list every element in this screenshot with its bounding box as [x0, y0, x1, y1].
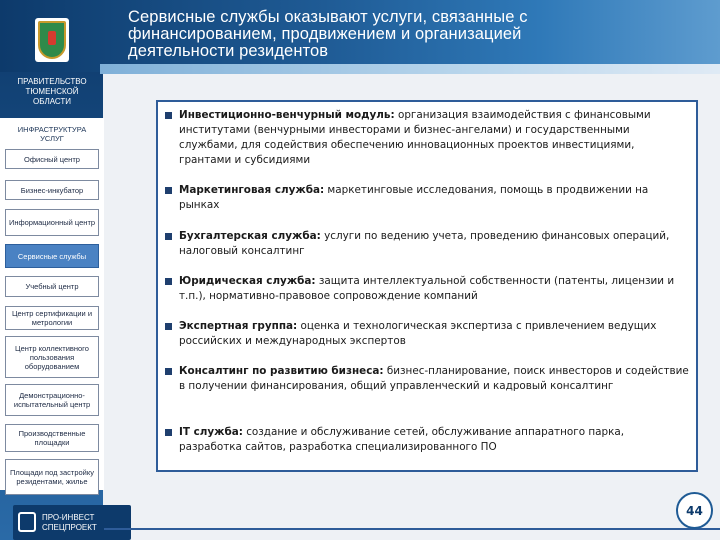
nav-item-label: Центр сертификации и метрологии: [11, 309, 93, 327]
service-name: Консалтинг по развитию бизнеса:: [179, 365, 384, 377]
page-number: 44: [686, 503, 703, 518]
bullet-icon: [165, 233, 172, 240]
nav-item-label: Сервисные службы: [17, 251, 87, 261]
service-item-consulting: [164, 364, 689, 394]
service-description: бизнес-планирование, поиск инвесторов и содействие в получении финансирования, общий управленческий и кадровый консалтинг: [179, 365, 689, 392]
service-description: защита интеллектуальной собственности (патенты, лицензии и т.п.), нормативно-правовое сопровождение компаний: [179, 275, 675, 302]
nav-item-training-center[interactable]: [5, 276, 99, 297]
service-item-legal: [164, 274, 689, 304]
logo-text: [42, 513, 97, 533]
bullet-icon: [165, 323, 172, 330]
shield-icon: [38, 21, 66, 59]
nav-item-label: Центр коллективного пользования оборудованием: [15, 343, 89, 371]
service-description: маркетинговые исследования, помощь в продвижении на рынках: [179, 184, 649, 211]
coat-of-arms-icon: [35, 18, 69, 62]
nav-item-office-center[interactable]: [5, 149, 99, 169]
service-name: Юридическая служба:: [179, 275, 316, 287]
logo-text-line-1: ПРО-ИНВЕСТ: [42, 513, 95, 522]
nav-item-label: Учебный центр: [25, 282, 79, 291]
nav-item-label: Бизнес-инкубатор: [20, 185, 84, 195]
nav-item-label: Площади под застройку резидентами, жилье: [10, 468, 94, 486]
service-item-accounting: [164, 229, 689, 259]
service-item-investment: [164, 108, 689, 168]
nav-item-certification-center[interactable]: [5, 306, 99, 330]
bullet-icon: [165, 112, 172, 119]
infrastructure-label: [4, 125, 100, 143]
bullet-icon: [165, 429, 172, 436]
pro-invest-logo: [13, 505, 131, 540]
service-description: оценка и технологическая экспертиза с привлечением ведущих российских и международных экспертов: [179, 320, 657, 347]
logo-mark-icon: [18, 512, 36, 532]
bullet-icon: [165, 278, 172, 285]
page-title-line-3: деятельности резидентов: [128, 42, 329, 60]
page-number-badge: [676, 492, 713, 529]
page-title-line-2: финансированием, продвижением и организацией: [128, 25, 522, 43]
page-title-line-1: Сервисные службы оказывают услуги, связанные с: [128, 8, 528, 26]
page-title: [128, 9, 688, 60]
service-name: Экспертная группа:: [179, 320, 298, 332]
nav-item-information-center[interactable]: [5, 209, 99, 236]
nav-item-service-departments[interactable]: [5, 244, 99, 268]
nav-item-demo-testing-center[interactable]: [5, 384, 99, 416]
nav-item-label: Офисный центр: [24, 154, 80, 164]
service-description: услуги по ведению учета, проведению финансовых операций, налоговый консалтинг: [179, 230, 670, 257]
nav-item-shared-equipment-center[interactable]: [5, 336, 99, 378]
service-item-expert: [164, 319, 689, 349]
nav-item-production-sites[interactable]: [5, 424, 99, 452]
bullet-icon: [165, 368, 172, 375]
service-description: создание и обслуживание сетей, обслуживание аппаратного парка, разработка сайтов, разработка специализированного ПО: [179, 426, 625, 453]
nav-item-label: Производственные площадки: [18, 429, 86, 447]
infrastructure-label-line-2: УСЛУГ: [40, 134, 64, 143]
bottom-divider: [104, 528, 720, 530]
logo-text-line-2: СПЕЦПРОЕКТ: [42, 523, 97, 532]
service-name: Маркетинговая служба:: [179, 184, 325, 196]
government-label-line-3: ОБЛАСТИ: [32, 97, 72, 106]
government-label: [4, 77, 100, 107]
government-label-line-1: ПРАВИТЕЛЬСТВО: [17, 77, 87, 86]
government-label-line-2: ТЮМЕНСКОЙ: [25, 87, 79, 96]
infrastructure-label-line-1: ИНФРАСТРУКТУРА: [17, 125, 87, 134]
nav-item-label: Информационный центр: [8, 218, 96, 227]
nav-item-building-plots[interactable]: [5, 459, 99, 495]
service-item-it: [164, 425, 689, 455]
nav-item-business-incubator[interactable]: [5, 180, 99, 200]
header-stripe: [100, 64, 720, 74]
nav-item-label: Демонстрационно-испытательный центр: [13, 391, 91, 409]
service-name: IT служба:: [179, 426, 243, 438]
service-name: Инвестиционно-венчурный модуль:: [179, 109, 395, 121]
bullet-icon: [165, 187, 172, 194]
service-name: Бухгалтерская служба:: [179, 230, 321, 242]
service-description: организация взаимодействия с финансовыми институтами (венчурными инвесторами и бизнес-ангелами) и государственными службами, для содействия обеспечению инновационных проектов инвестициями, грантами и субсидиями: [179, 109, 651, 166]
service-item-marketing: [164, 183, 689, 213]
